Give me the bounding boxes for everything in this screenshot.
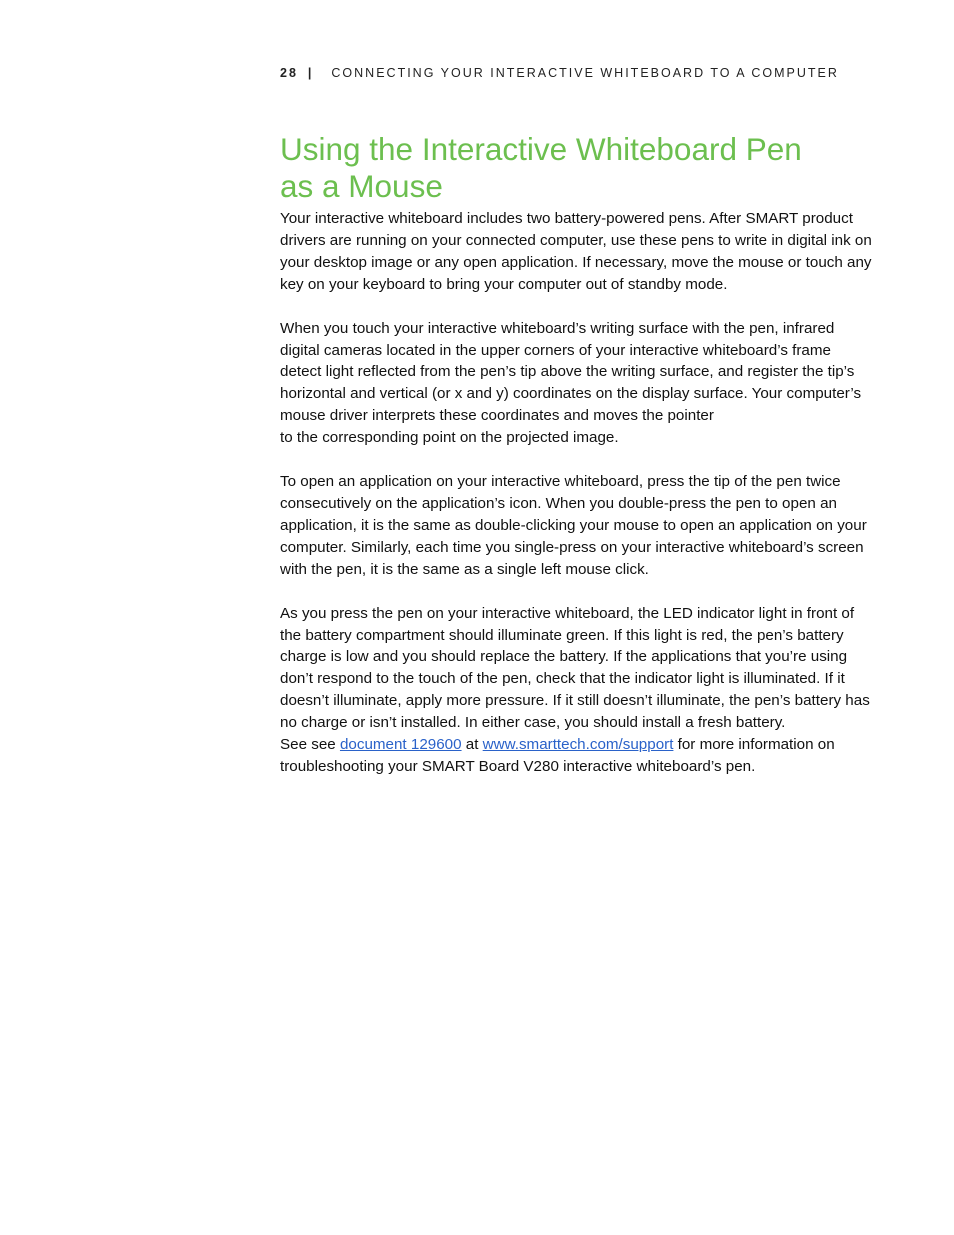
- paragraph-cameras: [280, 318, 872, 449]
- see-text: See see: [280, 736, 340, 754]
- chapter-title: CONNECTING YOUR INTERACTIVE WHITEBOARD TO A COMPUTER: [331, 66, 839, 80]
- page-number: 28: [280, 66, 298, 80]
- body-text: [280, 208, 872, 800]
- at-text: at: [461, 736, 483, 754]
- support-link[interactable]: www.smarttech.com/support: [482, 736, 674, 754]
- section-title-line2: as a Mouse: [280, 168, 443, 204]
- paragraph-cameras-text: When you touch your interactive whiteboard’s writing surface with the pen, infrared digital cameras located in the upper corners of your interactive whiteboard’s frame detect light reflected from the pen’s tip above the writing surface, and register the tip’s horizontal and vertical (or x and y) coordinates on the display surface. Your computer’s mouse driver interprets these coordinates and moves the pointer: [280, 319, 862, 425]
- paragraph-led-text: As you press the pen on your interactive whiteboard, the LED indicator light in front of the battery compartment should illuminate green. If this light is red, the pen’s battery charge is low and you should replace the battery. If the applications that you’re using don’t respond to the touch of the pen, check that the indicator light is illuminated. If it doesn’t illuminate, apply more pressure. If it still doesn’t illuminate, the pen’s battery has no charge or isn’t installed. In either case, you should install a fresh battery.: [280, 604, 870, 732]
- paragraph-open-application: To open an application on your interactive whiteboard, press the tip of the pen twice consecutively on the application’s icon. When you double-press the pen to open an application, it is the same as double-clicking your mouse to open an application on your computer. Similarly, each time you single-press on your interactive whiteboard’s screen with the pen, it is the same as a single left mouse click.: [280, 473, 867, 578]
- running-header: [280, 66, 839, 80]
- troubleshooting-text: for more information on troubleshooting your SMART Board V280 interactive whiteboard’s pen.: [280, 736, 835, 775]
- paragraph-pens: Your interactive whiteboard includes two battery-powered pens. After SMART product drivers are running on your connected computer, use these pens to write in digital ink on your desktop image or any open application. If necessary, move the mouse or touch any key on your keyboard to bring your computer out of standby mode.: [280, 210, 872, 293]
- paragraph-led-indicator: [280, 603, 872, 778]
- section-title-line1: Using the Interactive Whiteboard Pen: [280, 131, 802, 167]
- document-link[interactable]: document 129600: [339, 736, 462, 754]
- header-separator: |: [307, 66, 314, 80]
- paragraph-cameras-end: to the corresponding point on the projected image.: [280, 429, 619, 447]
- section-title: [280, 131, 840, 205]
